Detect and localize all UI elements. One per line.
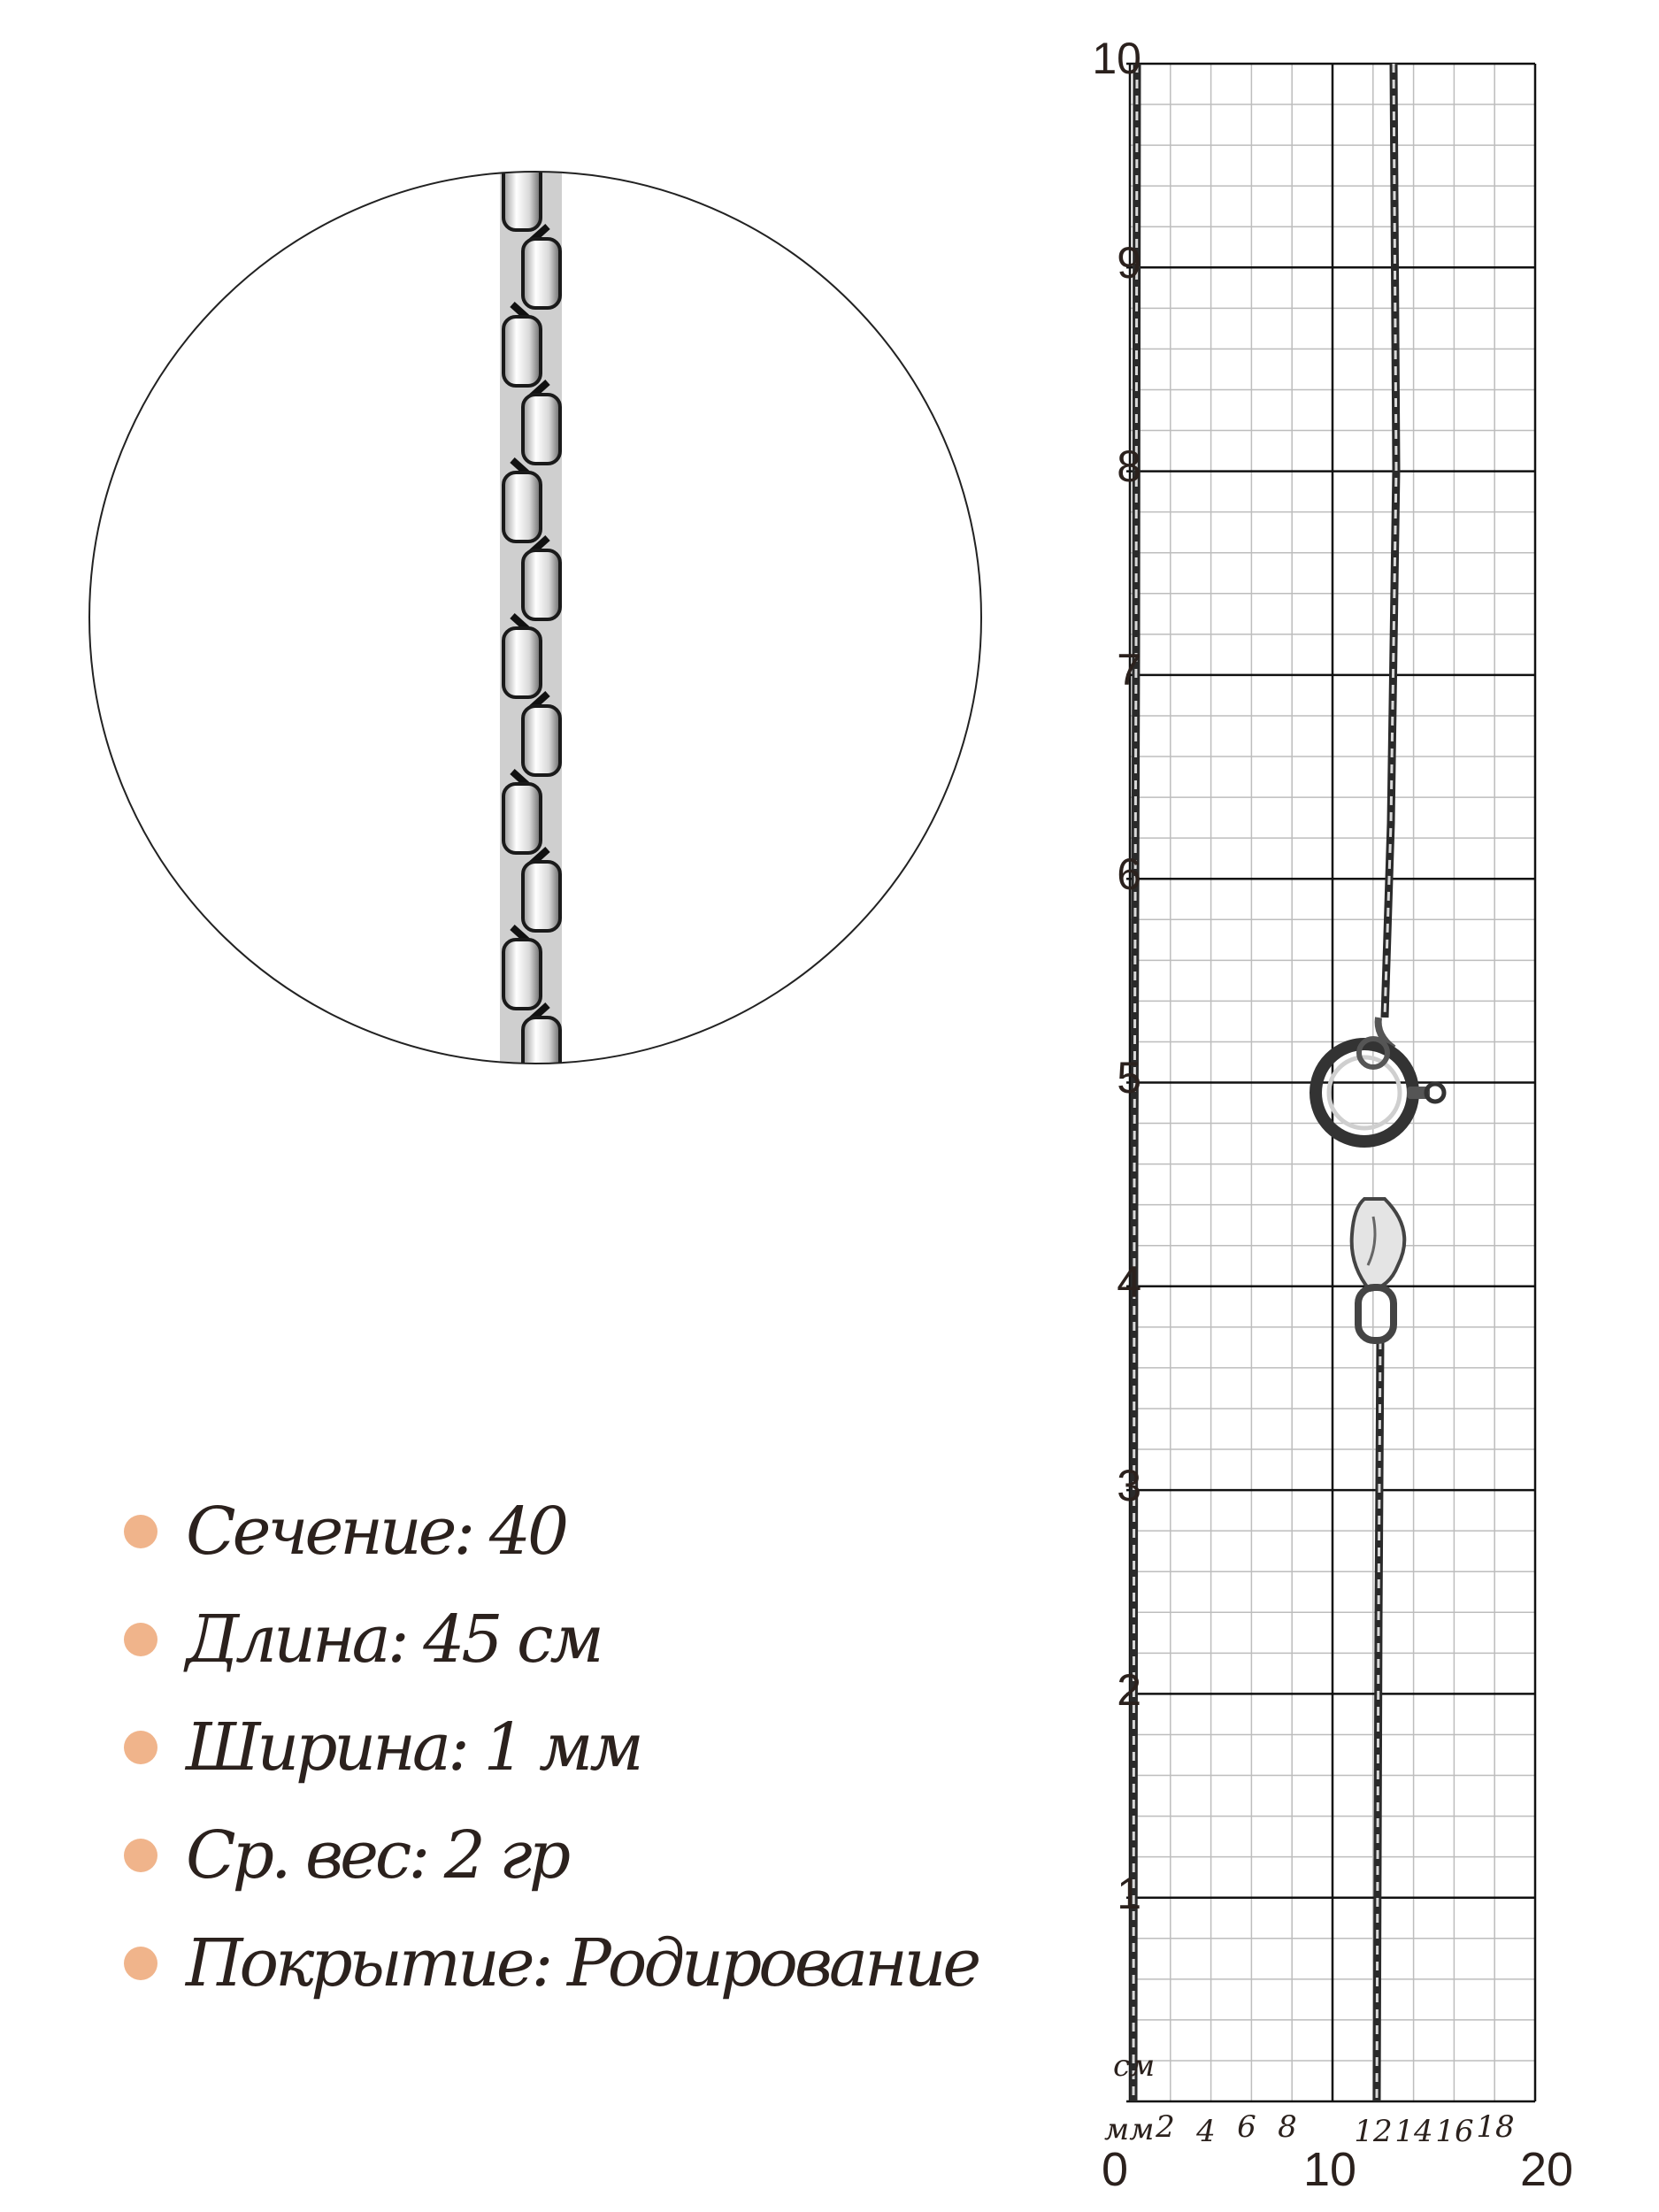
chain-link	[523, 1018, 560, 1065]
cm-tick-label: 5	[1117, 1053, 1141, 1102]
chain-link	[503, 472, 541, 541]
mm-tick-label: 6	[1237, 2109, 1256, 2145]
bullet-dot	[124, 1623, 157, 1656]
mm-tick-label: 12	[1354, 2114, 1393, 2149]
chain-link	[503, 170, 541, 230]
mm-tick-label: 16	[1435, 2114, 1474, 2149]
spec-weight-text: Ср. вес: 2 гр	[186, 1817, 568, 1893]
bullet-dot	[124, 1515, 157, 1548]
bullet-dot	[124, 1731, 157, 1764]
bottom-tick-label: 10	[1302, 2143, 1357, 2194]
unit-mm-label: мм	[1104, 2112, 1155, 2147]
bullet-dot	[124, 1947, 157, 1980]
mm-tick-label: 2	[1156, 2109, 1175, 2145]
spec-section	[124, 1478, 978, 1586]
spec-width	[124, 1694, 978, 1801]
cm-tick-label: 3	[1117, 1461, 1141, 1510]
mm-tick-label: 4	[1196, 2114, 1216, 2149]
cm-tick-label: 1	[1117, 1869, 1141, 1918]
chain-link	[503, 940, 541, 1009]
chain-link	[523, 862, 560, 931]
chain-link	[503, 628, 541, 697]
chain-tag	[1352, 1199, 1405, 1340]
spec-section-text: Сечение: 40	[186, 1494, 566, 1570]
cm-tick-label: 2	[1117, 1665, 1141, 1715]
specs-list	[124, 1478, 978, 2017]
chain-right-upper	[1385, 64, 1396, 1018]
unit-cm-label: см	[1113, 2048, 1156, 2084]
chain-link	[523, 550, 560, 619]
spec-weight	[124, 1801, 978, 1909]
chain-link	[503, 317, 541, 386]
ruler-grid	[1044, 27, 1610, 2194]
cm-tick-label: 10	[1092, 34, 1141, 83]
cm-tick-label: 9	[1117, 238, 1141, 288]
mm-tick-label: 14	[1394, 2114, 1433, 2149]
chain-closeup	[500, 170, 562, 1065]
mm-tick-label: 18	[1476, 2109, 1515, 2145]
cm-tick-label: 4	[1117, 1257, 1141, 1307]
bottom-tick-label: 20	[1519, 2143, 1574, 2194]
spec-length	[124, 1586, 978, 1694]
chain-link	[523, 706, 560, 775]
spec-width-text: Ширина: 1 мм	[186, 1709, 641, 1786]
cm-tick-label: 7	[1117, 645, 1141, 695]
chain-zoom-view	[88, 170, 983, 1065]
cm-tick-label: 6	[1117, 849, 1141, 899]
cm-tick-label: 8	[1117, 442, 1141, 491]
chain-link	[523, 239, 560, 308]
spec-length-text: Длина: 45 см	[186, 1601, 601, 1678]
spec-coating-text: Покрытие: Родирование	[186, 1925, 979, 2001]
mm-tick-label: 8	[1278, 2109, 1297, 2145]
chain-link	[523, 395, 560, 464]
bullet-dot	[124, 1839, 157, 1872]
chain-link	[503, 784, 541, 853]
bottom-scale	[1102, 2143, 1573, 2194]
spec-coating	[124, 1909, 978, 2017]
bottom-tick-label: 0	[1101, 2143, 1129, 2194]
